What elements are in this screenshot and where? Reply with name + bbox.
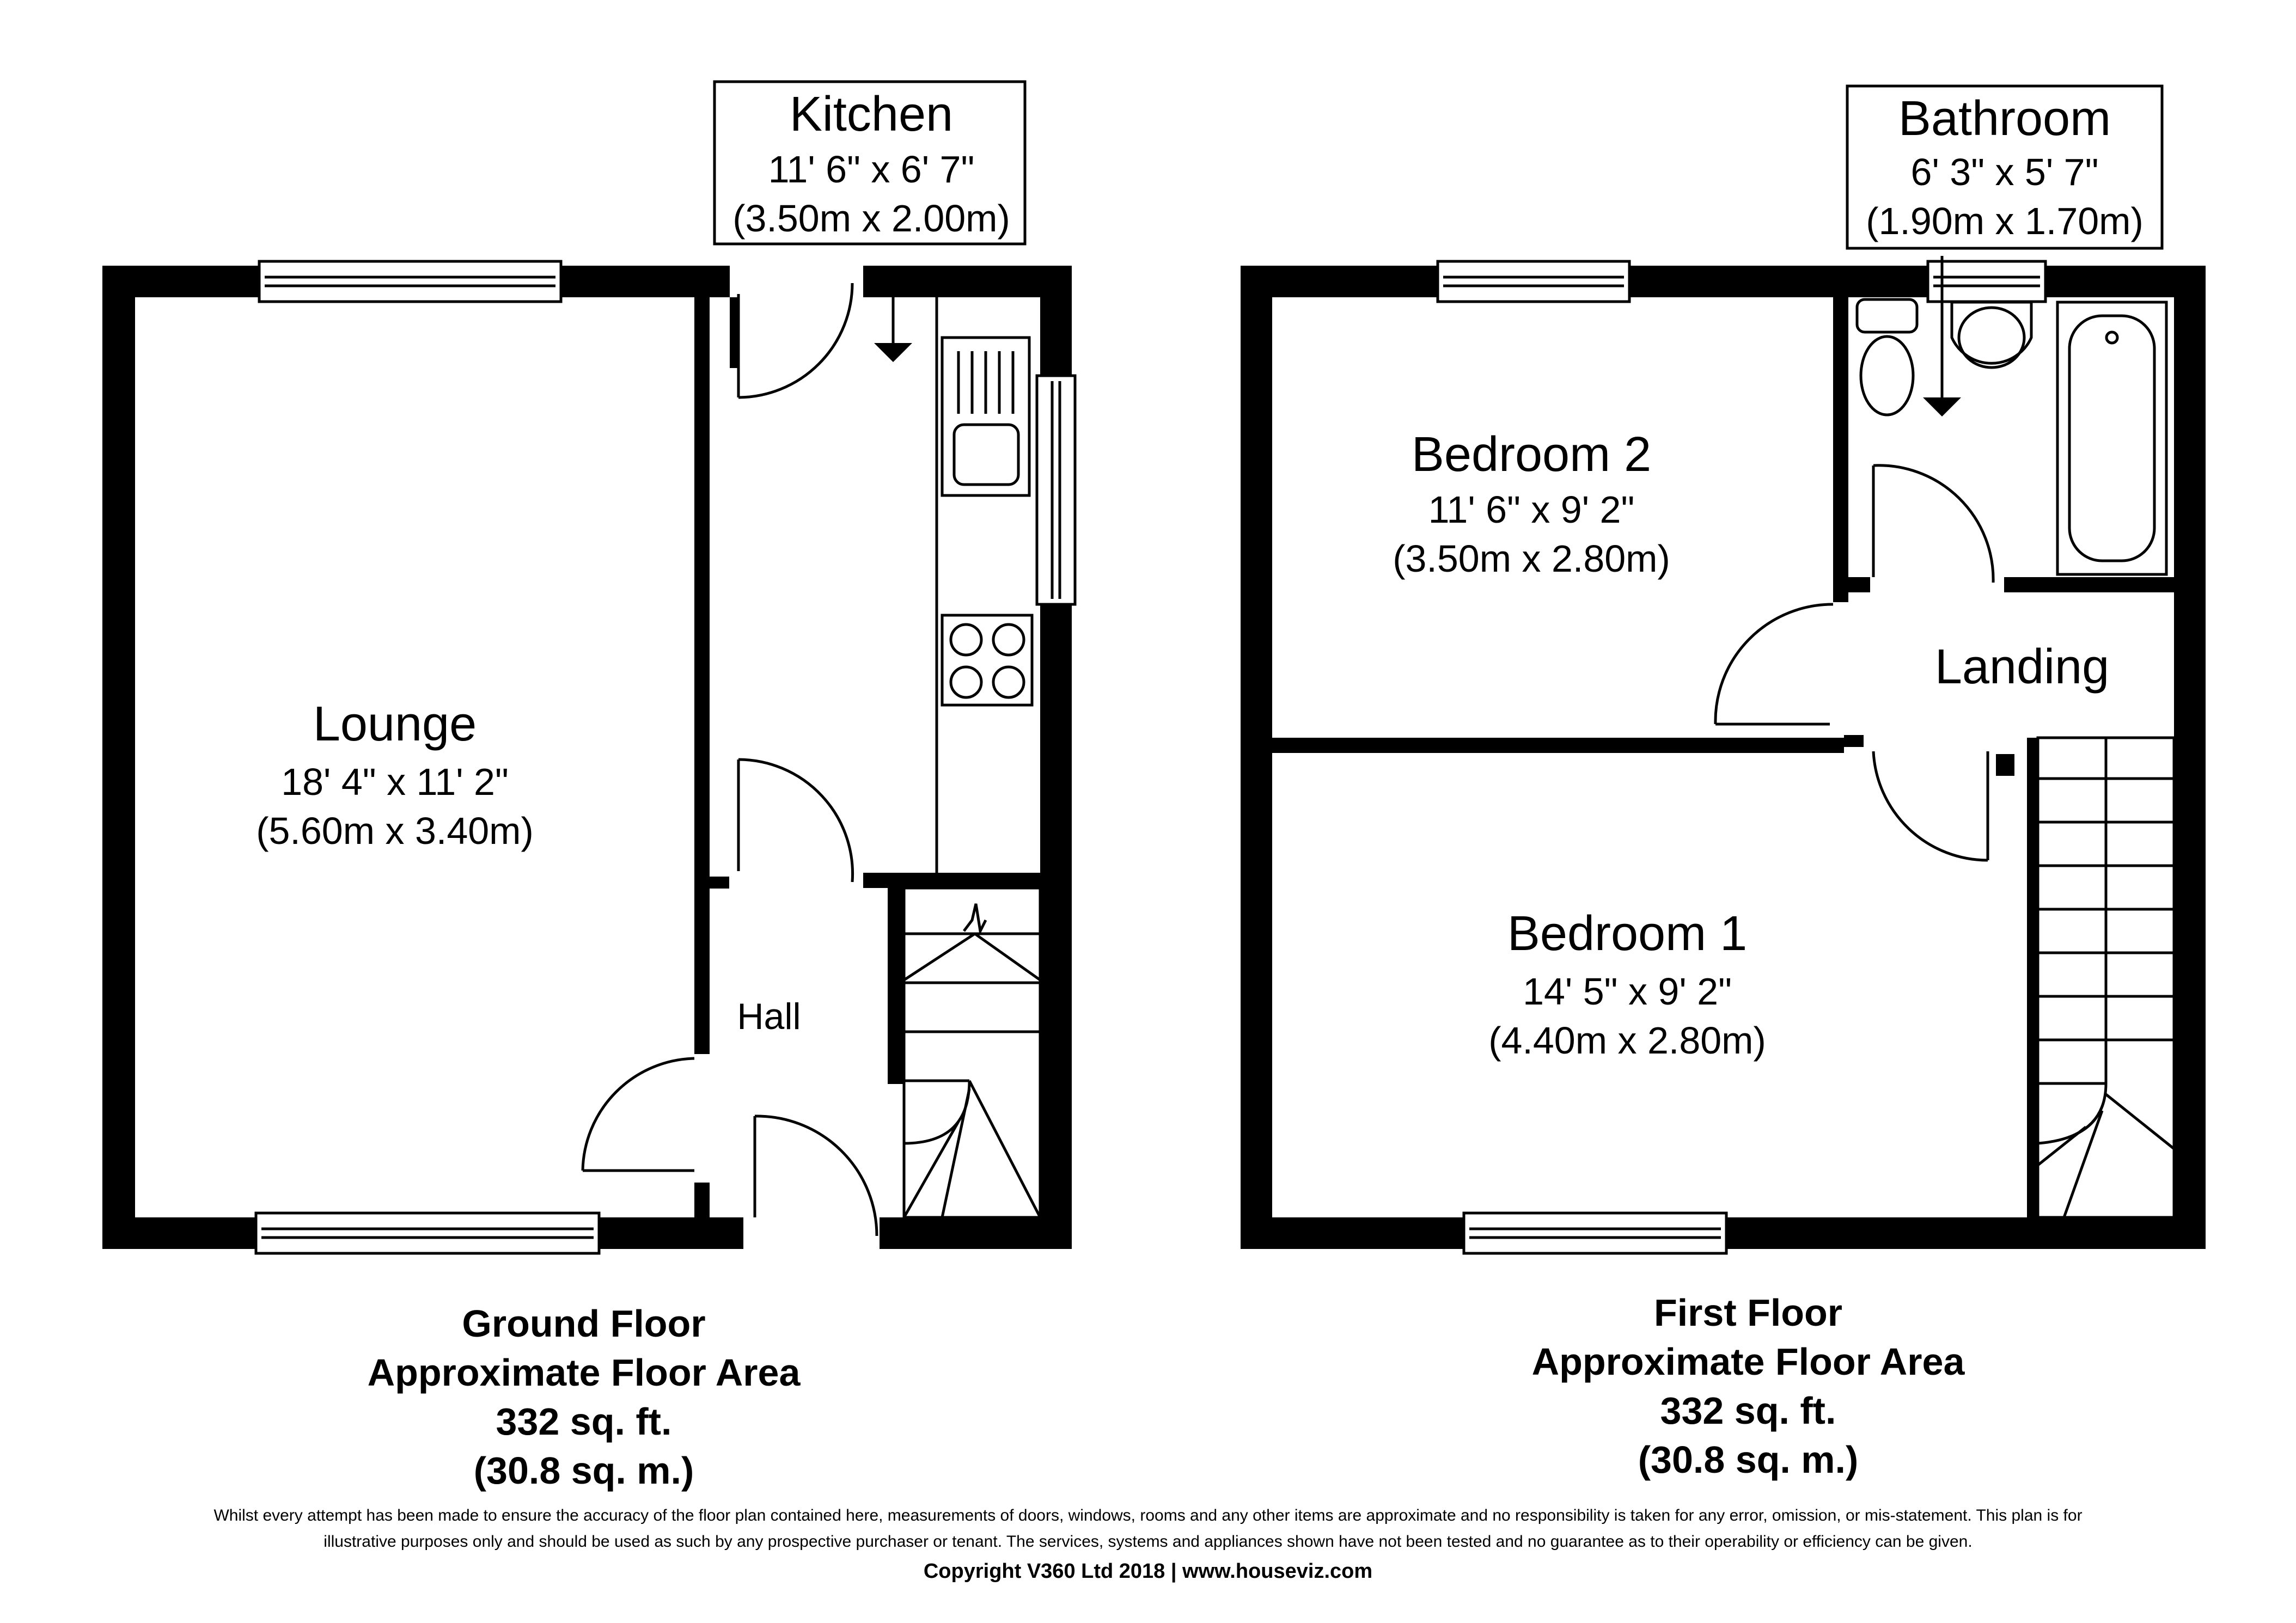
landing-name: Landing	[1934, 640, 2110, 694]
bedroom2-metric: (3.50m x 2.80m)	[1393, 537, 1670, 580]
bathroom-imperial: 6' 3" x 5' 7"	[1910, 151, 2099, 193]
disclaimer-line-1: Whilst every attempt has been made to ensure the accuracy of the floor plan contained here, measurements of doors, windows, rooms and any other items are approximate and no responsibility is taken for any error, omission, or mis-statement. This plan is for	[213, 1506, 2083, 1524]
kitchen-name: Kitchen	[789, 87, 954, 142]
toilet-bowl-icon	[1861, 336, 1913, 415]
kitchen-units	[937, 297, 1032, 873]
bathroom-fixtures	[1857, 299, 2166, 574]
lounge-metric: (5.60m x 3.40m)	[256, 810, 534, 852]
bedroom1-window	[1464, 1213, 1726, 1253]
bathroom-metric: (1.90m x 1.70m)	[1866, 200, 2144, 242]
ground-staircase	[904, 888, 1040, 1217]
ground-floor-area-ft: 332 sq. ft.	[496, 1400, 672, 1443]
first-floor-walls	[1241, 266, 2206, 1249]
bedroom2-imperial: 11' 6" x 9' 2"	[1428, 488, 1635, 531]
toilet-cistern-icon	[1857, 299, 1917, 332]
first-staircase	[2038, 738, 2174, 1217]
bathroom-window	[1928, 261, 2045, 302]
ground-doors	[583, 283, 877, 1236]
bedroom1-metric: (4.40m x 2.80m)	[1488, 1019, 1766, 1062]
bedroom2-window	[1438, 261, 1629, 302]
ground-floor-walls	[102, 266, 1072, 1249]
ground-floor-area-label: Approximate Floor Area	[367, 1351, 801, 1394]
bedroom1-imperial: 14' 5" x 9' 2"	[1523, 970, 1732, 1013]
kitchen-entrance-arrow	[874, 289, 912, 362]
lounge-imperial: 18' 4" x 11' 2"	[281, 761, 509, 803]
first-floor-area-label: Approximate Floor Area	[1531, 1340, 1965, 1383]
first-floor-area-ft: 332 sq. ft.	[1660, 1389, 1836, 1432]
ground-window-bottom	[256, 1213, 599, 1253]
kitchen-window	[1037, 376, 1075, 604]
copyright-notice: Copyright V360 Ltd 2018 | www.houseviz.com	[923, 1560, 1373, 1583]
bedroom1-name: Bedroom 1	[1507, 907, 1748, 961]
disclaimer-line-2: illustrative purposes only and should be used as such by any prospective purchaser or tenant. The services, systems and appliances shown have not been tested and no guarantee as to their operability or efficiency can be given.	[323, 1533, 1973, 1551]
ground-window-top	[259, 261, 561, 302]
bathroom-name: Bathroom	[1898, 91, 2111, 146]
kitchen-imperial: 11' 6" x 6' 7"	[768, 148, 975, 191]
first-floor-title: First Floor	[1653, 1291, 1843, 1334]
kitchen-metric: (3.50m x 2.00m)	[732, 197, 1010, 240]
ground-floor-title: Ground Floor	[462, 1302, 706, 1345]
first-floor-area-m: (30.8 sq. m.)	[1638, 1438, 1859, 1481]
ground-floor-area-m: (30.8 sq. m.)	[473, 1449, 694, 1492]
first-floor	[1241, 86, 2206, 1481]
ground-floor	[102, 82, 1075, 1492]
lounge-name: Lounge	[313, 697, 477, 751]
hall-name: Hall	[737, 996, 801, 1037]
bedroom2-name: Bedroom 2	[1411, 427, 1652, 482]
